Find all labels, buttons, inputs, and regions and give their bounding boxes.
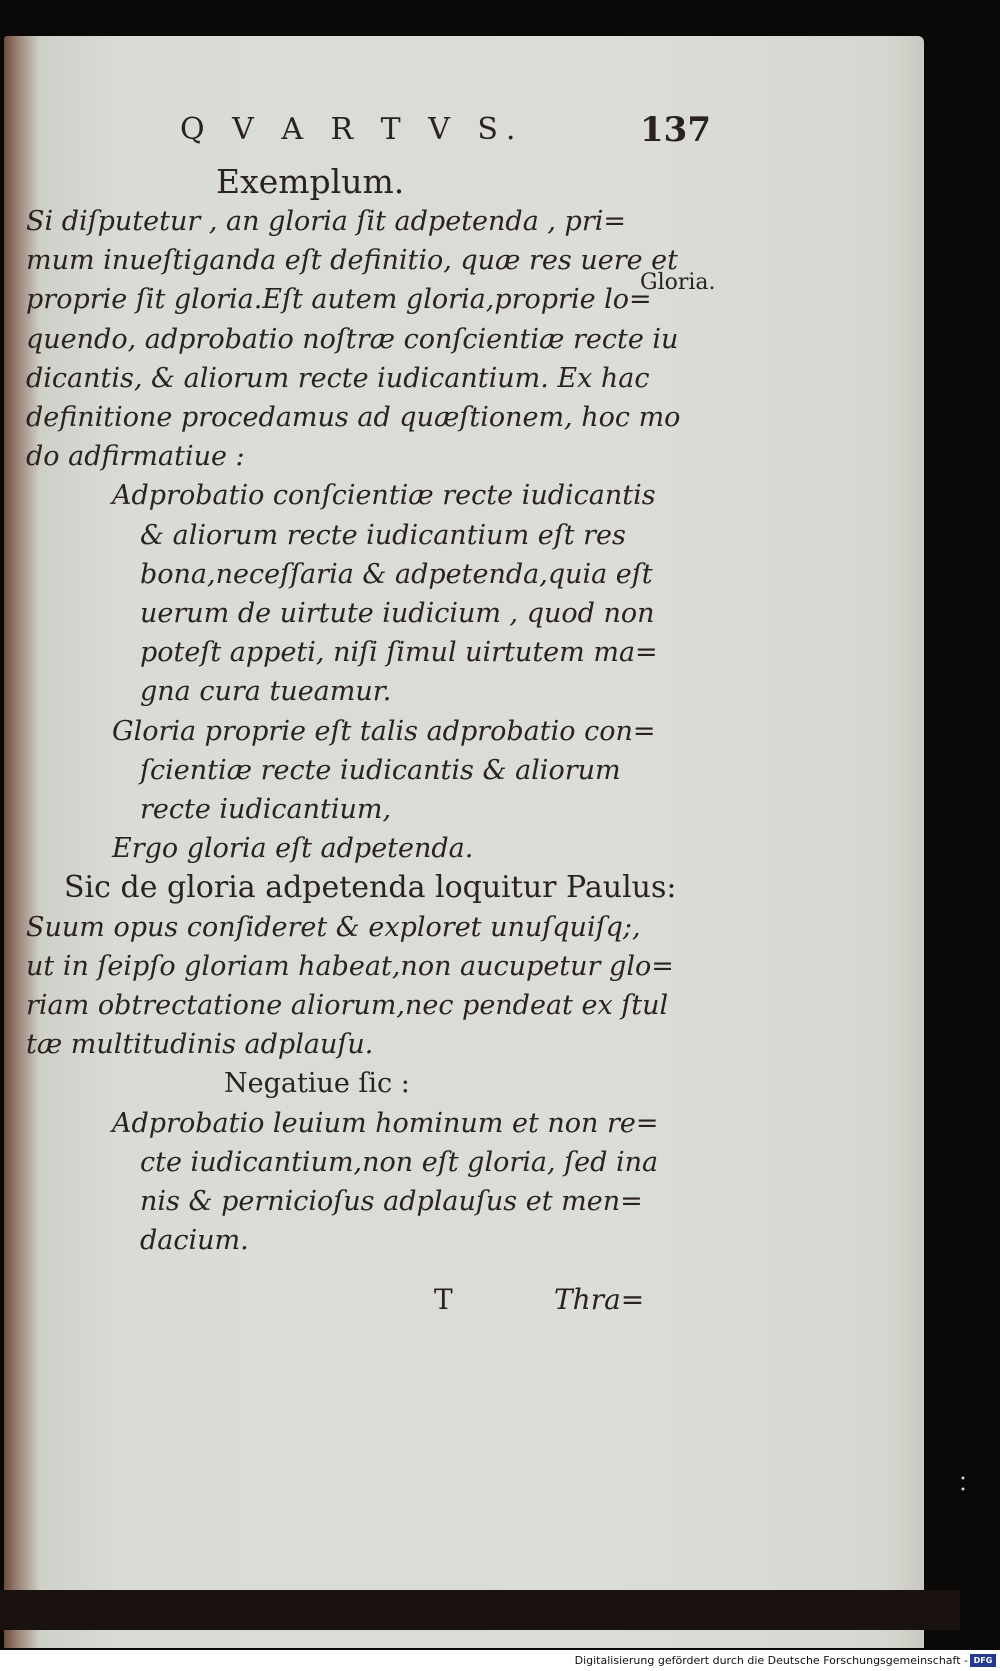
text-line: bona,neceſſaria & adpetenda,quia eſt bbox=[140, 558, 653, 590]
running-head: Q V A R T V S. bbox=[180, 112, 525, 147]
text-line: dacium. bbox=[140, 1225, 249, 1257]
text-line: definitione procedamus ad quæſtionem, hoc mo bbox=[26, 402, 681, 433]
text-line: gna cura tueamur. bbox=[140, 676, 392, 708]
text-line: Gloria proprie eſt talis adprobatio con= bbox=[112, 715, 656, 747]
text-line: Ergo gloria eſt adpetenda. bbox=[112, 833, 474, 865]
signature-mark: T bbox=[434, 1283, 453, 1316]
text-line: poteſt appeti, niſi ſimul uirtutem ma= bbox=[140, 637, 658, 669]
section-title: Exemplum. bbox=[216, 162, 405, 201]
text-line: tæ multitudinis adplauſu. bbox=[26, 1029, 374, 1061]
text-line: quendo, adprobatio noſtræ conſcientiæ recte iu bbox=[26, 323, 679, 355]
text-line: Si diſputetur , an gloria ſit adpetenda , pri= bbox=[26, 206, 626, 237]
catchword: Thra= bbox=[554, 1283, 645, 1316]
digitization-credit-bar bbox=[0, 1650, 1000, 1671]
text-line: Adprobatio leuium hominum et non re= bbox=[112, 1107, 659, 1139]
text-line: proprie ſit gloria.Eſt autem gloria,proprie lo= bbox=[26, 284, 652, 316]
dfg-logo: DFG bbox=[970, 1654, 996, 1667]
text-line: riam obtrectatione aliorum,nec pendeat ex ſtul bbox=[26, 990, 669, 1021]
text-line: uerum de uirtute iudicium , quod non bbox=[140, 598, 655, 629]
text-line: Sic de gloria adpetenda loquitur Paulus: bbox=[64, 870, 677, 906]
page-bottom-edge bbox=[0, 1590, 960, 1630]
text-line: recte iudicantium, bbox=[140, 794, 392, 825]
text-line: Negatiue ſic : bbox=[224, 1068, 410, 1100]
text-line: do adfirmatiue : bbox=[26, 441, 245, 473]
text-line: ut in ſeipſo gloriam habeat,non aucupetur glo= bbox=[26, 950, 674, 982]
text-line: dicantis, & aliorum recte iudicantium. Ex hac bbox=[26, 362, 650, 394]
edge-marks: • • bbox=[960, 1474, 976, 1496]
text-line: cte iudicantium,non eſt gloria, ſed ina bbox=[140, 1146, 659, 1178]
page-number: 137 bbox=[640, 110, 711, 150]
margin-note: Gloria. bbox=[640, 270, 716, 295]
text-line: ſcientiæ recte iudicantis & aliorum bbox=[140, 754, 621, 786]
text-line: mum inueſtiganda eſt definitio, quæ res uere et bbox=[26, 245, 679, 277]
text-line: & aliorum recte iudicantium eſt res bbox=[140, 519, 626, 551]
text-line: nis & pernicioſus adplauſus et men= bbox=[140, 1186, 643, 1217]
text-line: Adprobatio conſcientiæ recte iudicantis bbox=[112, 480, 656, 512]
text-line: Suum opus conſideret & exploret unuſquiſq;, bbox=[26, 911, 641, 943]
credit-text: Digitalisierung gefördert durch die Deutsche Forschungsgemeinschaft - bbox=[574, 1654, 968, 1667]
